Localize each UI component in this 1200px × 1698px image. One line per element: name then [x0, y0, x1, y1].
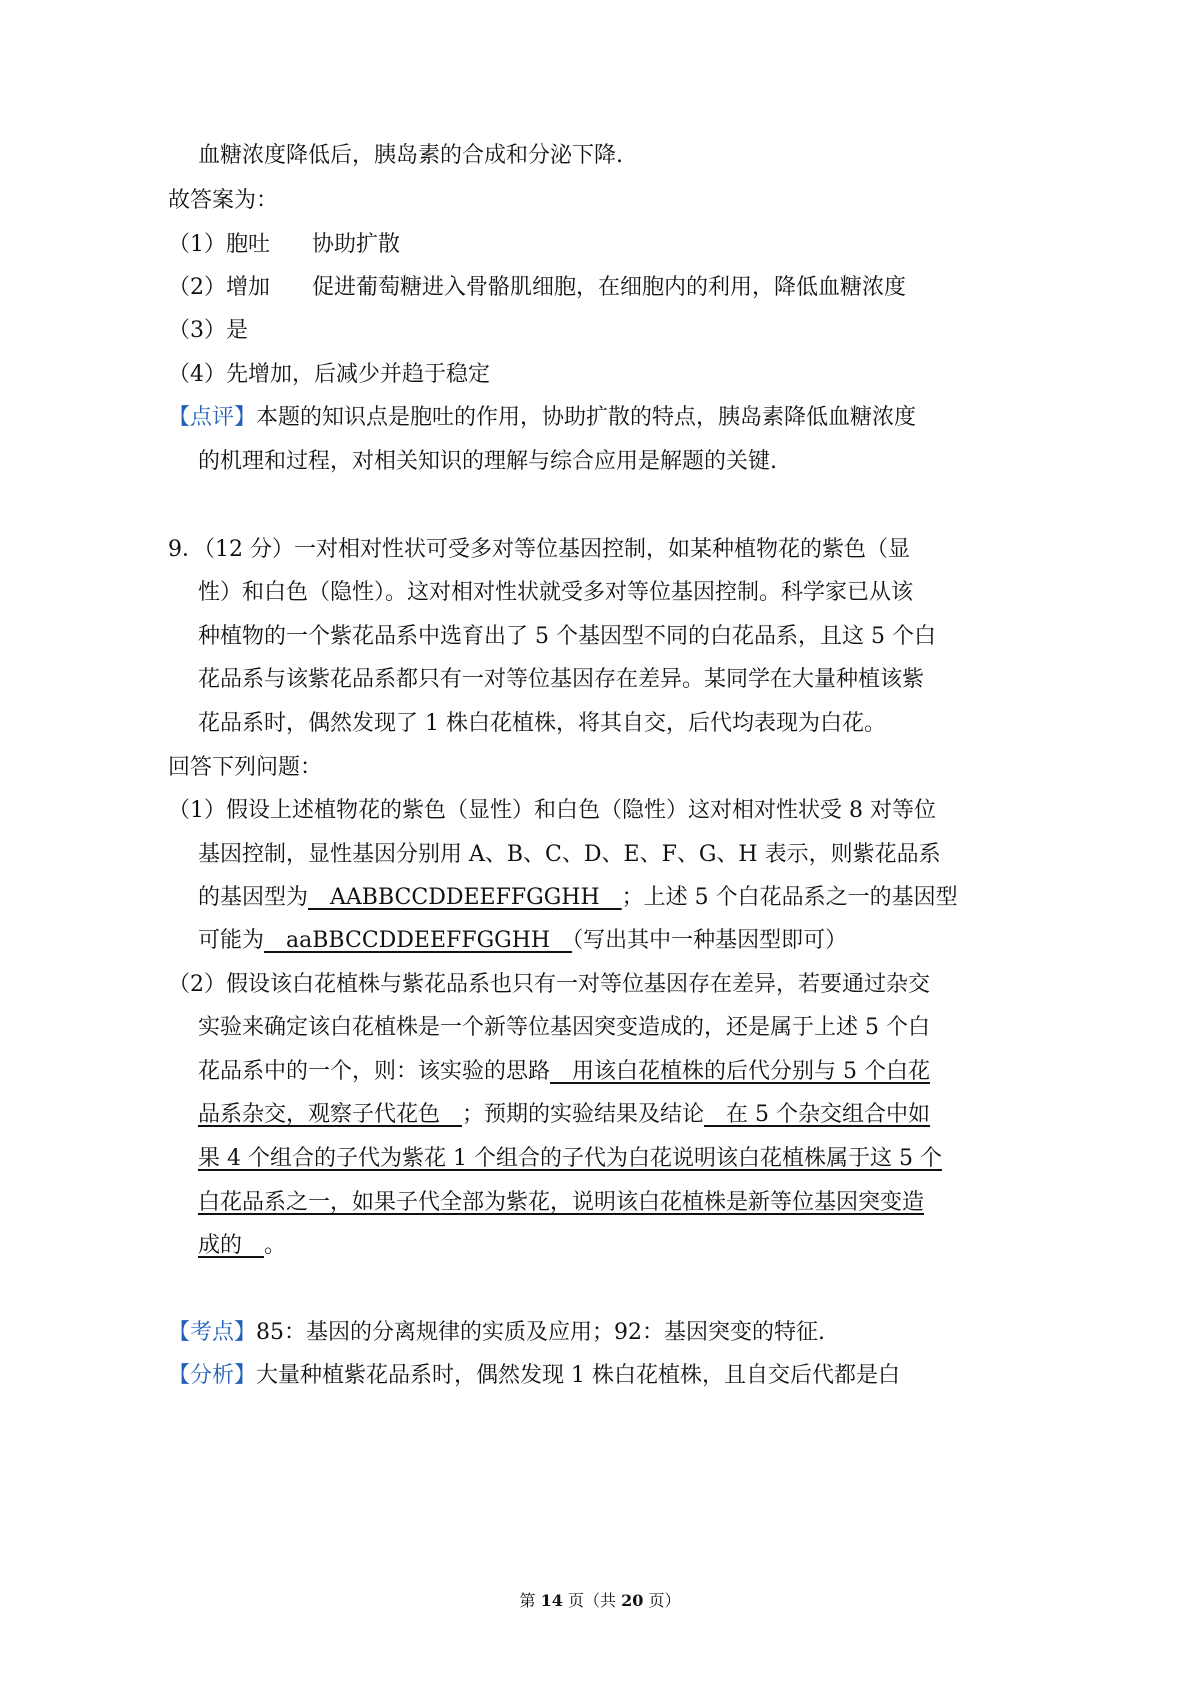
fenxi-tag: 【分析】 [168, 1363, 257, 1388]
answer-text: 增加 [226, 275, 271, 300]
part1-line-3 [0, 883, 1200, 913]
page-number: 14 [540, 1591, 563, 1610]
part2-line-3 [0, 1057, 1200, 1087]
kaodian-line [0, 1318, 1200, 1348]
part1-text: （写出其中一种基因型即可） [572, 928, 848, 953]
question-9-line-4: 花品系与该紫花品系都只有一对等位基因存在差异。某同学在大量种植该紫 [198, 667, 925, 692]
part1-text: 的基因型为 [198, 885, 309, 910]
answer-text: 先增加，后减少并趋于稳定 [226, 362, 491, 387]
answer-item-3 [0, 316, 1200, 346]
footer-text: 第 [519, 1591, 541, 1610]
intro-line: 血糖浓度降低后，胰岛素的合成和分泌下降. [198, 143, 623, 168]
fenxi-line [0, 1361, 1200, 1391]
part2-line-1: （2）假设该白花植株与紫花品系也只有一对等位基因存在差异，若要通过杂交 [168, 972, 930, 997]
answer-text-2: 协助扩散 [312, 232, 401, 257]
answer-item-2 [0, 273, 1200, 303]
part1-line-1: （1）假设上述植物花的紫色（显性）和白色（隐性）这对相对性状受 8 对等位 [168, 798, 936, 823]
answer-text: 是 [226, 318, 249, 343]
part2-answer: 在 5 个杂交组合中如 [704, 1102, 931, 1127]
answer-num: （2） [168, 275, 226, 300]
answer-label: 故答案为： [168, 188, 279, 213]
question-prompt: 回答下列问题： [168, 755, 323, 780]
answer-num: （3） [168, 318, 226, 343]
answer-num: （1） [168, 232, 226, 257]
part2-text: ；预期的实验结果及结论 [462, 1102, 705, 1127]
part2-answer: 品系杂交，观察子代花色 [198, 1102, 463, 1127]
part2-answer: 白花品系之一，如果子代全部为紫花，说明该白花植株是新等位基因突变造 [198, 1190, 925, 1215]
answer-genotype-white: aaBBCCDDEEFFGGHH [264, 928, 573, 953]
part1-line-4 [0, 926, 1200, 956]
part1-line-2: 基因控制，显性基因分别用 A、B、C、D、E、F、G、H 表示，则紫花品系 [198, 842, 941, 867]
kaodian-tag: 【考点】 [168, 1320, 257, 1345]
comment-tag: 【点评】 [168, 405, 257, 430]
kaodian-text: 85：基因的分离规律的实质及应用；92：基因突变的特征. [256, 1320, 825, 1345]
part2-answer: 用该白花植株的后代分别与 5 个白花 [550, 1059, 931, 1084]
part2-answer: 果 4 个组合的子代为紫花 1 个组合的子代为白花说明该白花植株属于这 5 个 [198, 1146, 942, 1171]
answer-text: 胞吐 [226, 232, 271, 257]
fenxi-text: 大量种植紫花品系时，偶然发现 1 株白花植株，且自交后代都是白 [256, 1363, 901, 1388]
part1-text: 可能为 [198, 928, 265, 953]
part2-line-5 [0, 1144, 1200, 1174]
part2-text: 。 [264, 1233, 287, 1258]
part2-answer: 成的 [198, 1233, 265, 1258]
part2-line-6 [0, 1188, 1200, 1218]
part2-text: 花品系中的一个，则：该实验的思路 [198, 1059, 551, 1084]
part1-text: ；上述 5 个白花品系之一的基因型 [621, 885, 958, 910]
page-footer [0, 1590, 1200, 1612]
part2-line-2: 实验来确定该白花植株是一个新等位基因突变造成的，还是属于上述 5 个白 [198, 1015, 930, 1040]
comment-line-1 [0, 403, 1200, 433]
question-9-line-5: 花品系时，偶然发现了 1 株白花植株，将其自交，后代均表现为白花。 [198, 711, 886, 736]
part2-line-7 [0, 1231, 1200, 1261]
answer-item-1 [0, 230, 1200, 260]
question-9-line-3: 种植物的一个紫花品系中选育出了 5 个基因型不同的白花品系，且这 5 个白 [198, 624, 936, 649]
question-9-line-1: 9．（12 分）一对相对性状可受多对等位基因控制，如某种植物花的紫色（显 [168, 537, 910, 562]
part2-line-4 [0, 1100, 1200, 1130]
comment-line-2: 的机理和过程，对相关知识的理解与综合应用是解题的关键. [198, 449, 777, 474]
footer-text: 页） [643, 1591, 681, 1610]
answer-item-4 [0, 360, 1200, 390]
answer-genotype-purple: AABBCCDDEEFFGGHH [308, 885, 622, 910]
total-pages: 20 [621, 1591, 644, 1610]
footer-text: 页（共 [562, 1591, 622, 1610]
answer-text-2: 促进葡萄糖进入骨骼肌细胞，在细胞内的利用，降低血糖浓度 [312, 275, 907, 300]
answer-num: （4） [168, 362, 226, 387]
question-9-line-2: 性）和白色（隐性）。这对相对性状就受多对等位基因控制。科学家已从该 [198, 580, 914, 605]
comment-text: 本题的知识点是胞吐的作用，协助扩散的特点，胰岛素降低血糖浓度 [256, 405, 917, 430]
